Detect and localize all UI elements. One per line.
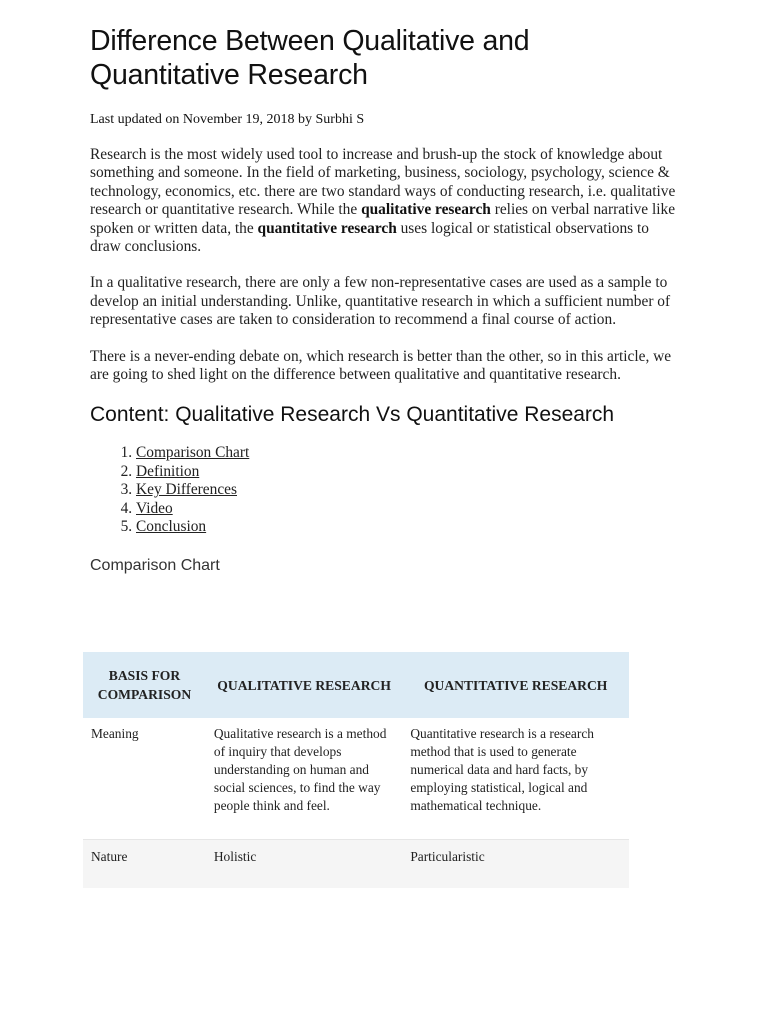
article [90,0,676,576]
intro-paragraph [90,146,676,256]
header-quantitative: QUANTITATIVE RESEARCH [402,652,629,718]
intro-text-2: relies on verbal narrative like spoken or written data, the [90,201,676,237]
qualitative-research-bold: qualitative research [361,201,491,219]
table-row [83,718,629,840]
article-meta: Last updated on November 19, 2018 by Surbhi S [90,112,365,127]
cell-basis: Meaning [83,718,206,840]
toc-link-key-differences[interactable]: Key Differences [136,481,237,499]
cell-qualitative: Qualitative research is a method of inquiry that develops understanding on human and social sciences, to find the way people think and feel. [206,718,402,840]
debate-paragraph: There is a never-ending debate on, which research is better than the other, so in this article, we are going to shed light on the difference between qualitative and quantitative research. [90,347,672,384]
cell-basis: Nature [83,840,206,889]
article-title: Difference Between Qualitative and Quantitative Research [90,25,530,91]
table-of-contents [90,444,676,536]
table-row [83,840,629,889]
toc-item [136,463,676,481]
quantitative-research-bold: quantitative research [257,219,397,237]
cell-quantitative: Quantitative research is a research method that is used to generate numerical data and hard facts, by employing statistical, logical and mathematical technique. [402,718,629,840]
header-qualitative: QUALITATIVE RESEARCH [206,652,402,718]
toc-item [136,518,676,536]
toc-link-conclusion[interactable]: Conclusion [136,518,207,536]
toc-link-definition[interactable]: Definition [136,462,200,480]
cell-quantitative: Particularistic [402,840,629,889]
table-header-row [83,652,629,718]
toc-item [136,444,676,462]
content-heading: Content: Qualitative Research Vs Quantitative Research [90,403,615,427]
intro-text-1: Research is the most widely used tool to increase and brush-up the stock of knowledge about something and someone. In the field of marketing, business, sociology, psychology, science & technology, economics, etc. there are two standard ways of conducting research, i.e. qualitative research or quantitative research. While the [90,146,676,219]
toc-item [136,481,676,499]
toc-link-video[interactable]: Video [136,499,173,517]
cell-qualitative: Holistic [206,840,402,889]
comparison-chart-heading: Comparison Chart [90,556,220,574]
toc-link-comparison-chart[interactable]: Comparison Chart [136,444,250,462]
comparison-table [83,652,629,888]
sample-paragraph: In a qualitative research, there are only a few non-representative cases are used as a sample to develop an initial understanding. Unlike, quantitative research in which a sufficient number of representative cases are taken to consideration to recommend a final course of action. [90,274,671,329]
header-basis: BASIS FOR COMPARISON [83,652,206,718]
toc-item [136,500,676,518]
intro-text-3: uses logical or statistical observations to draw conclusions. [90,219,649,256]
